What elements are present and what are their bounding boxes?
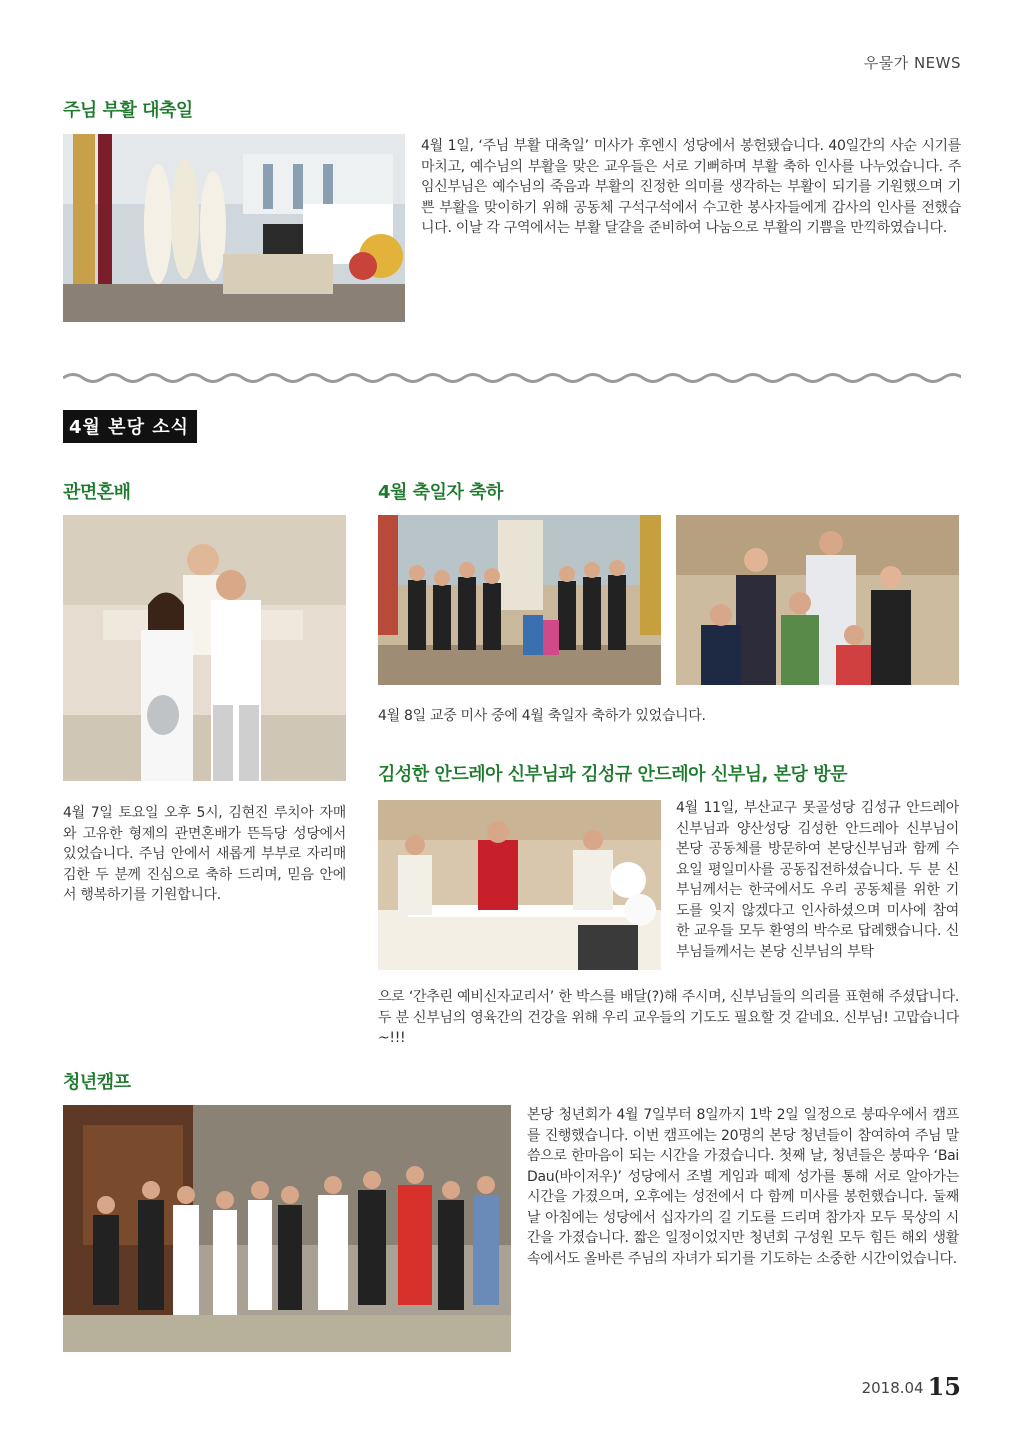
visit-title: 김성한 안드레아 신부님과 김성규 안드레아 신부님, 본당 방문 — [378, 764, 847, 785]
wedding-photo — [63, 515, 346, 781]
visit-mass-photo — [378, 800, 661, 970]
visit-text-side: 4월 11일, 부산교구 못골성당 김성규 안드레아 신부님과 양산성당 김성한 안드레아 신부님이 본당 공동체를 방문하여 본당신부님과 함께 수요일 평일미사를 공동집전하셨습니다. 두 분 신부님께서는 한국에서도 우리 공동체를 위한 기도를 잊지 않겠다고 인사하셨으며 미사에 참여한 교우들 모두 환영의 박수로 답례했습니다. 신부님들께서는 본당 신부님의 부탁 — [676, 800, 959, 960]
camp-text: 본당 청년회가 4월 7일부터 8일까지 1박 2일 일정으로 붕따우에서 캠프를 진행했습니다. 이번 캠프에는 20명의 본당 청년들이 참여하여 주님 말씀으로 한마음이 되는 시간을 가졌습니다. 첫째 날, 청년들은 붕따우 ‘Bai Dau(바이저우)’ 성당에서 조별 게임과 떼제 성가를 통해 서로 알아가는 시간을 가졌으며, 오후에는 성전에서 다 함께 미사를 봉헌했습니다. 둘째 날 아침에는 성당에서 십자가의 길 기도를 드리며 참가자 모두 묵상의 시간을 가졌습니다. 짧은 일정이었지만 청년회 구성원 모두 힘든 해외 생활 속에서도 올바른 주님의 자녀가 되기를 기도하는 소중한 시간이었습니다. — [527, 1107, 959, 1267]
page-footer — [862, 1372, 961, 1401]
wedding-text: 4월 7일 토요일 오후 5시, 김현진 루치아 자매와 고유한 형제의 관면혼배가 뜬득당 성당에서 있었습니다. 주님 안에서 새롭게 부부로 자리매김한 두 분께 진심으로 축하 드리며, 믿음 안에서 행복하기를 기원합니다. — [63, 805, 346, 903]
wave-divider — [63, 366, 961, 390]
camp-title: 청년캠프 — [63, 1072, 131, 1093]
issue-date: 2018.04 — [861, 1379, 924, 1397]
easter-text: 4월 1일, ‘주님 부활 대축일’ 미사가 후엔시 성당에서 봉헌됐습니다. 40일간의 사순 시기를 마치고, 예수님의 부활을 맞은 교우들은 서로 기뻐하며 부활 축하 인사를 나누었습니다. 주임신부님은 예수님의 죽음과 부활의 진정한 의미를 생각하는 부활이 되기를 기원했으며 기쁜 부활을 맞이하기 위해 공동체 구석구석에서 수고한 봉사자들에게 감사의 인사를 전했습니다. 이날 각 구역에서는 부활 달걀을 준비하여 나눔으로 부활의 기쁨을 만끽하였습니다. — [421, 138, 961, 236]
section-banner: 4월 본당 소식 — [63, 410, 197, 443]
youth-camp-photo — [63, 1105, 511, 1352]
feast-caption: 4월 8일 교중 미사 중에 4월 축일자 축하가 있었습니다. — [378, 708, 706, 724]
visit-text-full: 으로 ‘간추린 예비신자교리서’ 한 박스를 배달(?)해 주시며, 신부님들의 의리를 표현해 주셨답니다. 두 분 신부님의 영육간의 건강을 위해 우리 교우들의 기도도 필요할 것 같네요. 신부님! 고맙습니다~!!! — [378, 989, 959, 1046]
feast-group-photo-2 — [676, 515, 959, 685]
wedding-title: 관면혼배 — [63, 482, 131, 503]
feast-title: 4월 축일자 축하 — [378, 482, 503, 503]
easter-title: 주님 부활 대축일 — [63, 100, 193, 121]
page-number: 15 — [927, 1372, 961, 1401]
feast-group-photo-1 — [378, 515, 661, 685]
easter-mass-photo — [63, 134, 405, 322]
section-header: 우물가 NEWS — [863, 54, 961, 72]
